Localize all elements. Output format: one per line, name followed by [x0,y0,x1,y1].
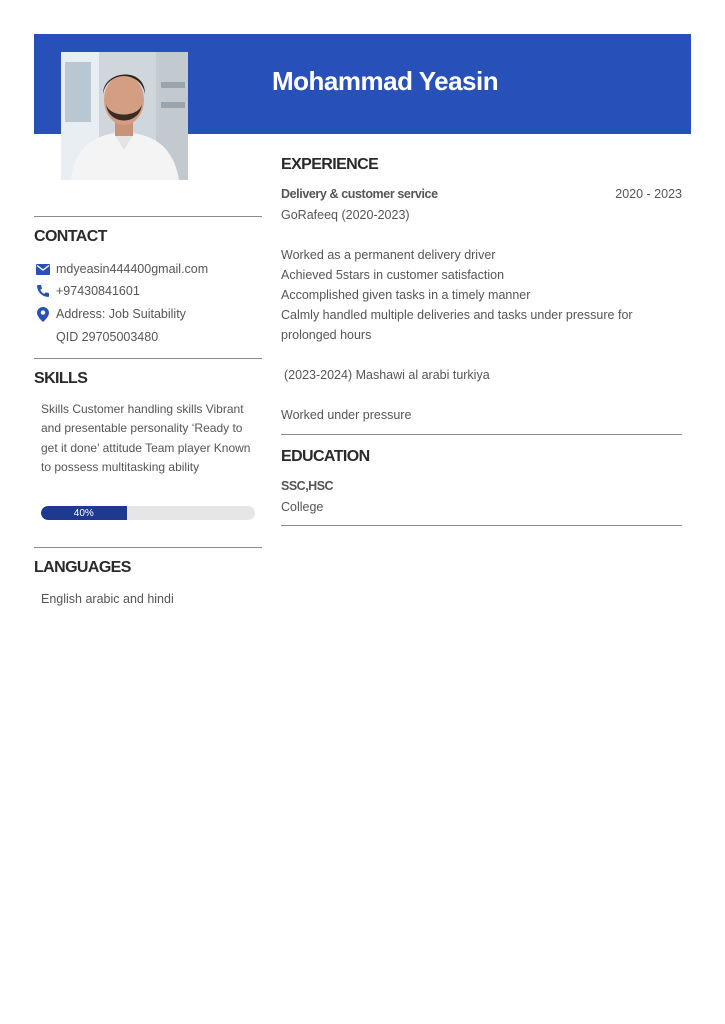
candidate-name: Mohammad Yeasin [272,66,499,96]
languages-text: English arabic and hindi [41,592,174,606]
contact-phone[interactable]: +97430841601 [56,284,140,298]
experience-bullet: Accomplished given tasks in a timely manner [281,288,531,302]
languages-heading: LANGUAGES [34,559,131,576]
contact-address-row [35,305,186,323]
job-company: GoRafeeq (2020-2023) [281,208,410,222]
education-institution: College [281,500,324,514]
education-heading: EDUCATION [281,448,370,465]
job-dates: 2020 - 2023 [615,187,682,201]
skills-progress-label: 40% [73,507,94,519]
education-divider [281,525,682,526]
contact-email[interactable]: mdyeasin444400gmail.com [56,262,209,276]
skills-heading: SKILLS [34,370,88,387]
contact-divider [34,216,262,217]
experience-bullet: Worked as a permanent delivery driver [281,248,496,262]
second-job: (2023-2024) Mashawi al arabi turkiya [284,368,490,382]
contact-email-row [35,260,208,278]
skills-progress-fill [41,506,127,520]
skills-divider [34,358,262,359]
experience-bullet: Achieved 5stars in customer satisfaction [281,268,505,282]
contact-address: Address: Job Suitability [56,307,186,321]
location-pin-icon [35,306,51,322]
languages-divider [34,547,262,548]
mail-icon [35,261,51,277]
skills-progress-bar [41,506,255,520]
contact-qid: QID 29705003480 [56,330,159,344]
phone-icon [35,283,51,299]
experience-bullet: prolonged hours [281,328,372,342]
experience-divider [281,434,682,435]
contact-heading: CONTACT [34,228,107,245]
skills-text: Skills Customer handling skills Vibrant and presentable personality ‘Ready to get it done’ attitude Team player Known to possess multitasking ability [41,402,251,475]
experience-heading: EXPERIENCE [281,156,379,173]
second-job-note: Worked under pressure [281,408,412,422]
profile-photo [61,52,188,180]
contact-qid-row [56,328,158,346]
job-title: Delivery & customer service [281,187,438,201]
experience-bullet: Calmly handled multiple deliveries and tasks under pressure for [281,308,633,322]
contact-phone-row [35,282,140,300]
education-degree: SSC,HSC [281,479,334,493]
